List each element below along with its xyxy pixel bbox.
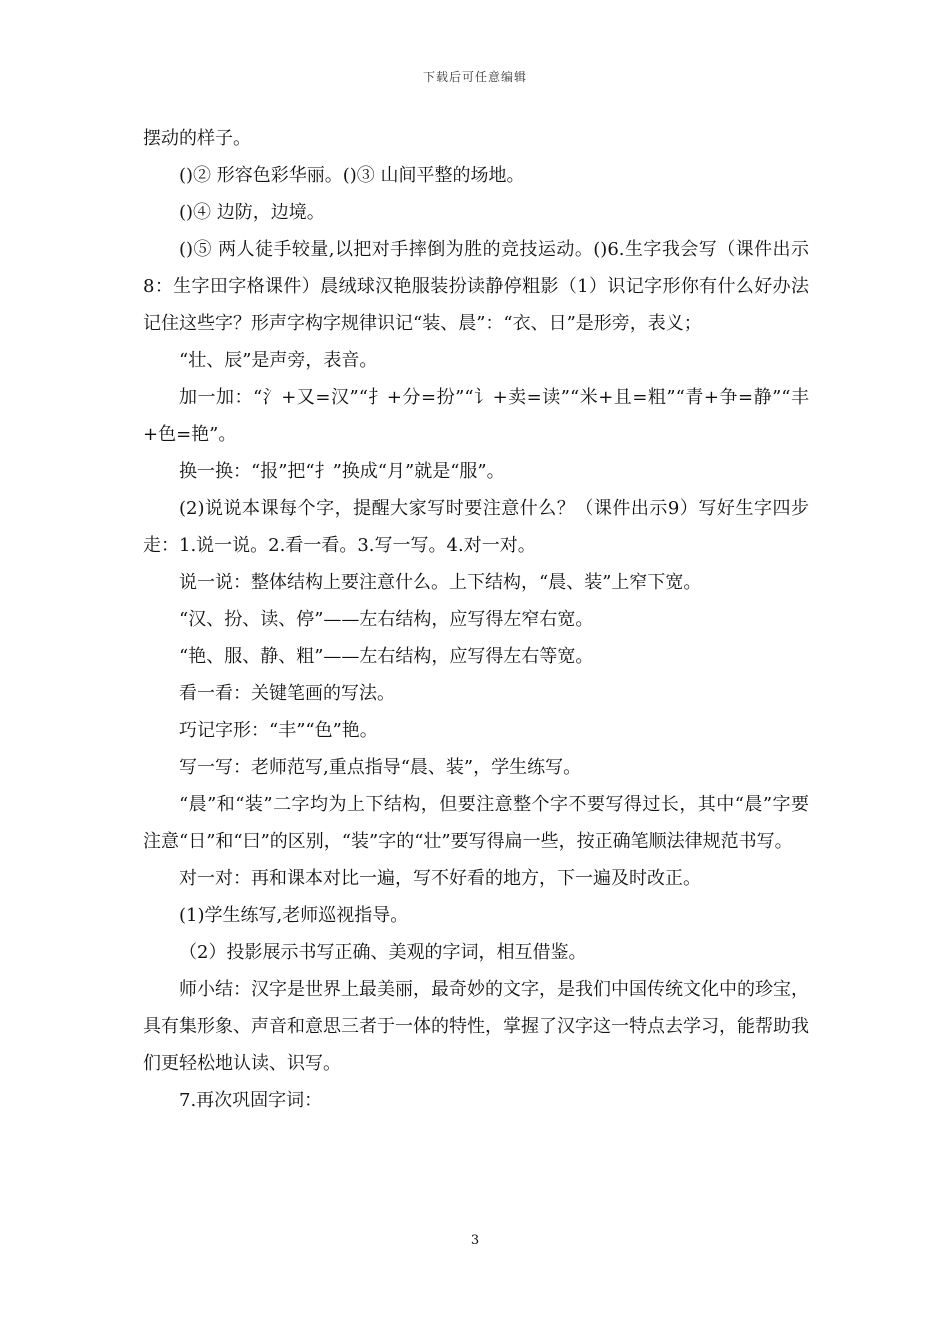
paragraph: 写一写：老师范写,重点指导“晨、装”，学生练写。: [179, 757, 582, 778]
paragraph: ()⑤ 两人徒手较量,以把对手摔倒为胜的竞技运动。()6.生字我会写（课件出示8：生字田字格课件）晨绒球汉艳服装扮读静停粗影（1）识记字形你有什么好办法记住这些字？形声字构字规律识记“装、晨”：“衣、日”是形旁，表义；: [143, 239, 809, 334]
paragraph: 看一看：关键笔画的写法。: [179, 683, 395, 704]
page-number: 3: [470, 1233, 480, 1248]
paragraph: 加一加：“氵+又=汉”“扌+分=扮”“讠+卖=读”“米+且=粗”“青+争=静”“丰+色=艳”。: [143, 387, 809, 445]
document-body: [143, 120, 809, 1119]
paragraph: (2)说说本课每个字，提醒大家写时要注意什么？（课件出示9）写好生字四步走：1.说一说。2.看一看。3.写一写。4.对一对。: [143, 498, 809, 556]
paragraph: 巧记字形：“丰”“色”艳。: [179, 720, 378, 741]
paragraph: “汉、扮、读、停”——左右结构，应写得左窄右宽。: [179, 609, 594, 630]
page-header: 下载后可任意编辑: [422, 70, 527, 84]
paragraph: 摆动的样子。: [143, 128, 251, 149]
paragraph: 对一对：再和课本对比一遍，写不好看的地方，下一遍及时改正。: [179, 868, 701, 889]
paragraph: 师小结：汉字是世界上最美丽，最奇妙的文字，是我们中国传统文化中的珍宝，具有集形象、声音和意思三者于一体的特性，掌握了汉字这一特点去学习，能帮助我们更轻松地认读、识写。: [143, 979, 809, 1074]
paragraph: “壮、辰”是声旁，表音。: [179, 350, 378, 371]
paragraph: 7.再次巩固字词：: [179, 1090, 323, 1111]
paragraph: “晨”和“装”二字均为上下结构，但要注意整个字不要写得过长，其中“晨”字要注意“日”和“曰”的区别，“装”字的“壮”要写得扁一些，按正确笔顺法律规范书写。: [143, 794, 809, 852]
paragraph: ()④ 边防，边境。: [179, 202, 325, 223]
paragraph: “艳、服、静、粗”——左右结构，应写得左右等宽。: [179, 646, 594, 667]
paragraph: 换一换：“报”把“扌”换成“月”就是“服”。: [179, 461, 505, 482]
paragraph: 说一说：整体结构上要注意什么。上下结构，“晨、装”上窄下宽。: [179, 572, 702, 593]
paragraph: (1)学生练写,老师巡视指导。: [179, 905, 409, 926]
paragraph: （2）投影展示书写正确、美观的字词，相互借鉴。: [179, 942, 587, 963]
paragraph: ()② 形容色彩华丽。()③ 山间平整的场地。: [179, 165, 525, 186]
